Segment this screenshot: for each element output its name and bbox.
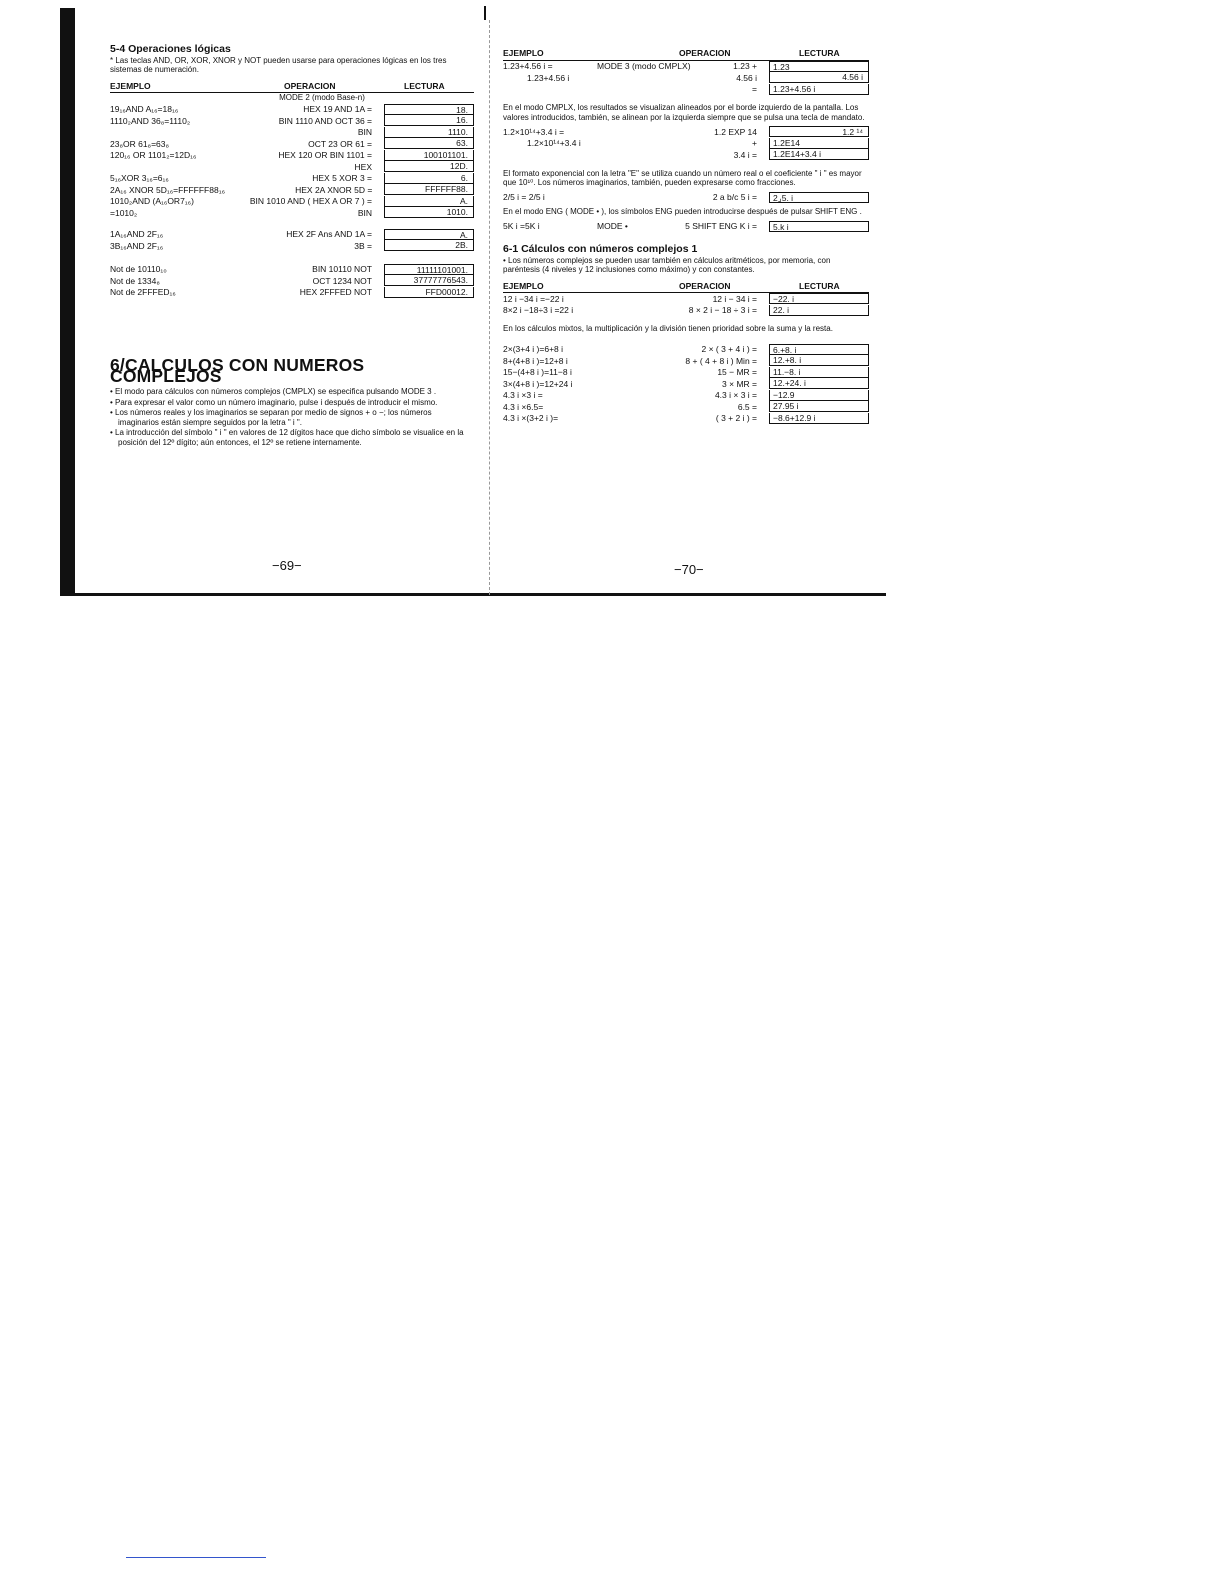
table-row [110, 127, 474, 139]
table-row [110, 184, 474, 196]
lectura-cell: 1.2 ¹⁴ [769, 126, 869, 137]
table-row [110, 104, 474, 116]
bullet-item: • Los números reales y los imaginarios se separan por medio de signos + o −; los números imaginarios están siempre seguidos por la letra " i ". [110, 408, 432, 427]
table-row [503, 378, 869, 390]
ejemplo-cell: 12 i −34 i =−22 i [503, 293, 564, 304]
lectura-cell: −12.9 [769, 390, 869, 401]
page-fold [489, 20, 491, 595]
ejemplo-cell: Not de 10110₁₀ [110, 264, 167, 274]
operacion-cell: HEX 2F Ans AND 1A = [286, 229, 372, 239]
section-note: • Los números complejos se pueden usar también en cálculos aritméticos, por memoria, con paréntesis (4 niveles y 12 inclusiones como máximo) y con constantes. [503, 255, 831, 274]
lectura-cell: 6. [384, 173, 474, 184]
operacion-cell: 3B = [354, 240, 372, 251]
table-row [110, 275, 474, 287]
lectura-cell: 1.23 [769, 61, 869, 72]
table-row [503, 61, 869, 73]
lectura-cell: 22. i [769, 305, 869, 316]
operacion-cell: HEX [354, 161, 372, 172]
binding-edge [60, 8, 75, 596]
ejemplo-cell: 4.3 i ×6.5= [503, 401, 544, 412]
operacion-cell: 3 × MR = [722, 378, 757, 389]
ejemplo-cell: 19₁₆AND A₁₆=18₁₆ [110, 104, 179, 114]
section-title: 5-4 Operaciones lógicas [110, 43, 231, 55]
operacion-cell: HEX 120 OR BIN 1101 = [278, 150, 372, 160]
table-row [503, 401, 869, 413]
operacion-cell: HEX 19 AND 1A = [303, 104, 372, 114]
lectura-cell: 63. [384, 138, 474, 149]
table-row [110, 115, 474, 127]
operacion-cell: 6.5 = [737, 401, 757, 412]
operacion-cell: BIN 10110 NOT [312, 264, 372, 274]
ejemplo-cell: 2A₁₆ XNOR 5D₁₆=FFFFFF88₁₆ [110, 184, 226, 195]
table-row [110, 264, 474, 276]
ejemplo-cell: 1.23+4.56 i [527, 72, 570, 83]
ejemplo-cell: 1010₂AND (A₁₆OR7₁₆) [110, 196, 194, 206]
ejemplo-cell: Not de 2FFFED₁₆ [110, 287, 176, 297]
lectura-cell: 12.+8. i [769, 355, 869, 366]
operacion-cell: 15 − MR = [717, 367, 757, 377]
table-header: EJEMPLO OPERACION LECTURA [503, 281, 869, 294]
operacion-cell: 12 i − 34 i = [712, 293, 757, 304]
lectura-cell: 27.95 i [769, 401, 869, 412]
lectura-cell: 11.−8. i [769, 367, 869, 378]
ejemplo-cell: 1.2×10¹⁴+3.4 i = [503, 126, 565, 137]
ejemplo-cell: 4.3 i ×3 i = [503, 390, 543, 400]
table-row [503, 149, 869, 161]
table-row [110, 173, 474, 185]
lectura-cell: A. [384, 196, 474, 207]
lectura-cell: A. [384, 229, 474, 240]
paragraph: En el modo CMPLX, los resultados se visualizan alineados por el borde izquierdo de la pantalla. Los valores introducidos, también, se alinean por la izquierda siempre que se pulsa una tecla de mandato. [503, 103, 865, 122]
cmplx-table-b [503, 126, 869, 161]
bullet-item: • Para expresar el valor como un número imaginario, pulse i después de introducir el mismo. [110, 397, 438, 407]
operacion-cell: OCT 23 OR 61 = [308, 138, 372, 149]
paragraph: En los cálculos mixtos, la multiplicación y la división tienen prioridad sobre la suma y la resta. [503, 324, 833, 333]
operacion-cell: 4.56 i [736, 72, 757, 83]
lectura-cell: 11111101001. [384, 264, 474, 275]
table-row [110, 240, 474, 252]
operacion-cell: BIN 1010 AND ( HEX A OR 7 ) = [249, 196, 372, 206]
fold-mark [484, 6, 486, 20]
operacion-cell: HEX 5 XOR 3 = [312, 173, 372, 183]
ejemplo-cell: 120₁₆ OR 1101₂=12D₁₆ [110, 150, 197, 160]
page-number-left: −69− [272, 558, 302, 573]
table-header: EJEMPLO OPERACION LECTURA [110, 81, 474, 94]
lectura-cell: 12D. [384, 161, 474, 172]
operacion-cell: + [752, 138, 757, 148]
ejemplo-cell: =1010₂ [110, 207, 138, 218]
operacion-cell: OCT 1234 NOT [312, 275, 372, 286]
lectura-cell: 2B. [384, 240, 474, 251]
lectura-cell: 1110. [384, 127, 474, 138]
link-underline [126, 1557, 266, 1558]
table-row: 5K i =5K i MODE • 5 SHIFT ENG K i = 5.k i [503, 221, 869, 233]
operacion-cell: 2 × ( 3 + 4 i ) = [701, 344, 757, 354]
ejemplo-cell: 3×(4+8 i )=12+24 i [503, 378, 573, 389]
table-row [503, 72, 869, 84]
table-row [503, 344, 869, 356]
lectura-cell: 1.2E14+3.4 i [769, 149, 869, 160]
table-row [503, 305, 869, 317]
operacion-cell: BIN [357, 207, 372, 218]
not-table [110, 264, 474, 299]
lectura-cell: FFD00012. [384, 287, 474, 298]
lectura-cell: 16. [384, 115, 474, 126]
operacion-cell: 4.3 i × 3 i = [714, 390, 757, 400]
bullet-item: • La introducción del símbolo " i " en valores de 12 dígitos hace que dicho símbolo se visualice en la posición del 12º dígito; aún entonces, el 12º se retiene internamente. [110, 428, 464, 447]
table-row [110, 150, 474, 162]
operacion-cell: HEX 2FFFED NOT [299, 287, 372, 297]
table-row [110, 138, 474, 150]
section-note: * Las teclas AND, OR, XOR, XNOR y NOT pueden usarse para operaciones lógicas en los tres sistemas de numeración. [110, 55, 447, 74]
logic-table [110, 104, 474, 219]
table-row [110, 207, 474, 219]
table-row [503, 84, 869, 96]
ejemplo-cell: 8×2 i −18÷3 i =22 i [503, 305, 574, 315]
table-row [503, 293, 869, 305]
lectura-cell: 37777776543. [384, 275, 474, 286]
table-row [110, 196, 474, 208]
operacion-cell: HEX 2A XNOR 5D = [295, 184, 373, 195]
page-70 [503, 48, 869, 424]
lectura-cell: 18. [384, 104, 474, 115]
bullet-list [110, 387, 474, 447]
operacion-cell: = [752, 84, 757, 94]
page-number-right: −70− [674, 562, 704, 577]
table-header: EJEMPLO OPERACION LECTURA [503, 48, 869, 61]
table-row [503, 126, 869, 138]
ejemplo-cell: 3B₁₆AND 2F₁₆ [110, 240, 164, 251]
ejemplo-cell: 1.2×10¹⁴+3.4 i [527, 138, 581, 148]
table-row [110, 161, 474, 173]
mode-note: MODE 2 (modo Base-n) [279, 93, 365, 102]
ejemplo-cell: 1110₂AND 36₈=1110₂ [110, 115, 191, 126]
paragraph: En el modo ENG ( MODE • ), los símbolos ENG pueden introducirse después de pulsar SHIFT ENG . [503, 207, 862, 216]
table-row [503, 390, 869, 402]
lectura-cell: −22. i [769, 293, 869, 304]
section-title: 6-1 Cálculos con números complejos 1 [503, 243, 698, 255]
table-row [503, 413, 869, 425]
cmplx-table-d [503, 344, 869, 425]
lectura-cell: 1.23+4.56 i [769, 84, 869, 95]
ejemplo-cell: 2×(3+4 i )=6+8 i [503, 344, 564, 354]
cmplx-table-c [503, 293, 869, 316]
ejemplo-cell: Not de 1334₈ [110, 275, 160, 286]
operacion-cell: 1.23 + [733, 61, 757, 71]
lectura-cell: FFFFFF88. [384, 184, 474, 195]
lectura-cell: 12.+24. i [769, 378, 869, 389]
ejemplo-cell: 1.23+4.56 i = [503, 61, 553, 71]
ejemplo-cell: 8+(4+8 i )=12+8 i [503, 355, 568, 366]
mode-cell: MODE 3 (modo CMPLX) [597, 61, 691, 71]
bullet-item: • El modo para cálculos con números complejos (CMPLX) se especifica pulsando MODE 3 . [110, 387, 437, 396]
table-row [110, 229, 474, 241]
operacion-cell: 8 × 2 i − 18 ÷ 3 i = [688, 305, 757, 315]
table-row: 2/5 i = 2/5 i 2 a b/c 5 i = 2⌟5. i [503, 192, 869, 204]
lectura-cell: 4.56 i [769, 72, 869, 83]
lectura-cell: −8.6+12.9 i [769, 413, 869, 424]
cmplx-table-a [503, 61, 869, 96]
table-row [503, 138, 869, 150]
ejemplo-cell: 23₈OR 61₈=63₈ [110, 138, 170, 149]
bottom-rule [60, 593, 886, 596]
lectura-cell: 1.2E14 [769, 138, 869, 149]
ejemplo-cell: 15−(4+8 i )=11−8 i [503, 367, 572, 377]
ejemplo-cell: 5₁₆XOR 3₁₆=6₁₆ [110, 173, 169, 183]
operacion-cell: BIN [357, 127, 372, 137]
table-row [503, 355, 869, 367]
lectura-cell: 1010. [384, 207, 474, 218]
page-69 [110, 44, 474, 448]
operacion-cell: BIN 1110 AND OCT 36 = [278, 115, 372, 126]
chapter-title: 6/CALCULOS CON NUMEROS COMPLEJOS [110, 355, 365, 386]
operacion-cell: ( 3 + 2 i ) = [715, 413, 757, 423]
operacion-cell: 3.4 i = [733, 149, 757, 160]
paragraph: El formato exponencial con la letra "E" se utiliza cuando un número real o el coeficiente " i " es mayor que 10¹⁰. Los números imaginarios, también, pueden expresarse como fracciones. [503, 168, 862, 187]
table-row [503, 367, 869, 379]
table-row [110, 287, 474, 299]
lectura-cell: 100101101. [384, 150, 474, 161]
logic-table-2 [110, 229, 474, 252]
lectura-cell: 6.+8. i [769, 344, 869, 355]
operacion-cell: 1.2 EXP 14 [714, 126, 757, 137]
ejemplo-cell: 1A₁₆AND 2F₁₆ [110, 229, 164, 239]
ejemplo-cell: 4.3 i ×(3+2 i )= [503, 413, 559, 423]
operacion-cell: 8 + ( 4 + 8 i ) Min = [685, 355, 757, 366]
